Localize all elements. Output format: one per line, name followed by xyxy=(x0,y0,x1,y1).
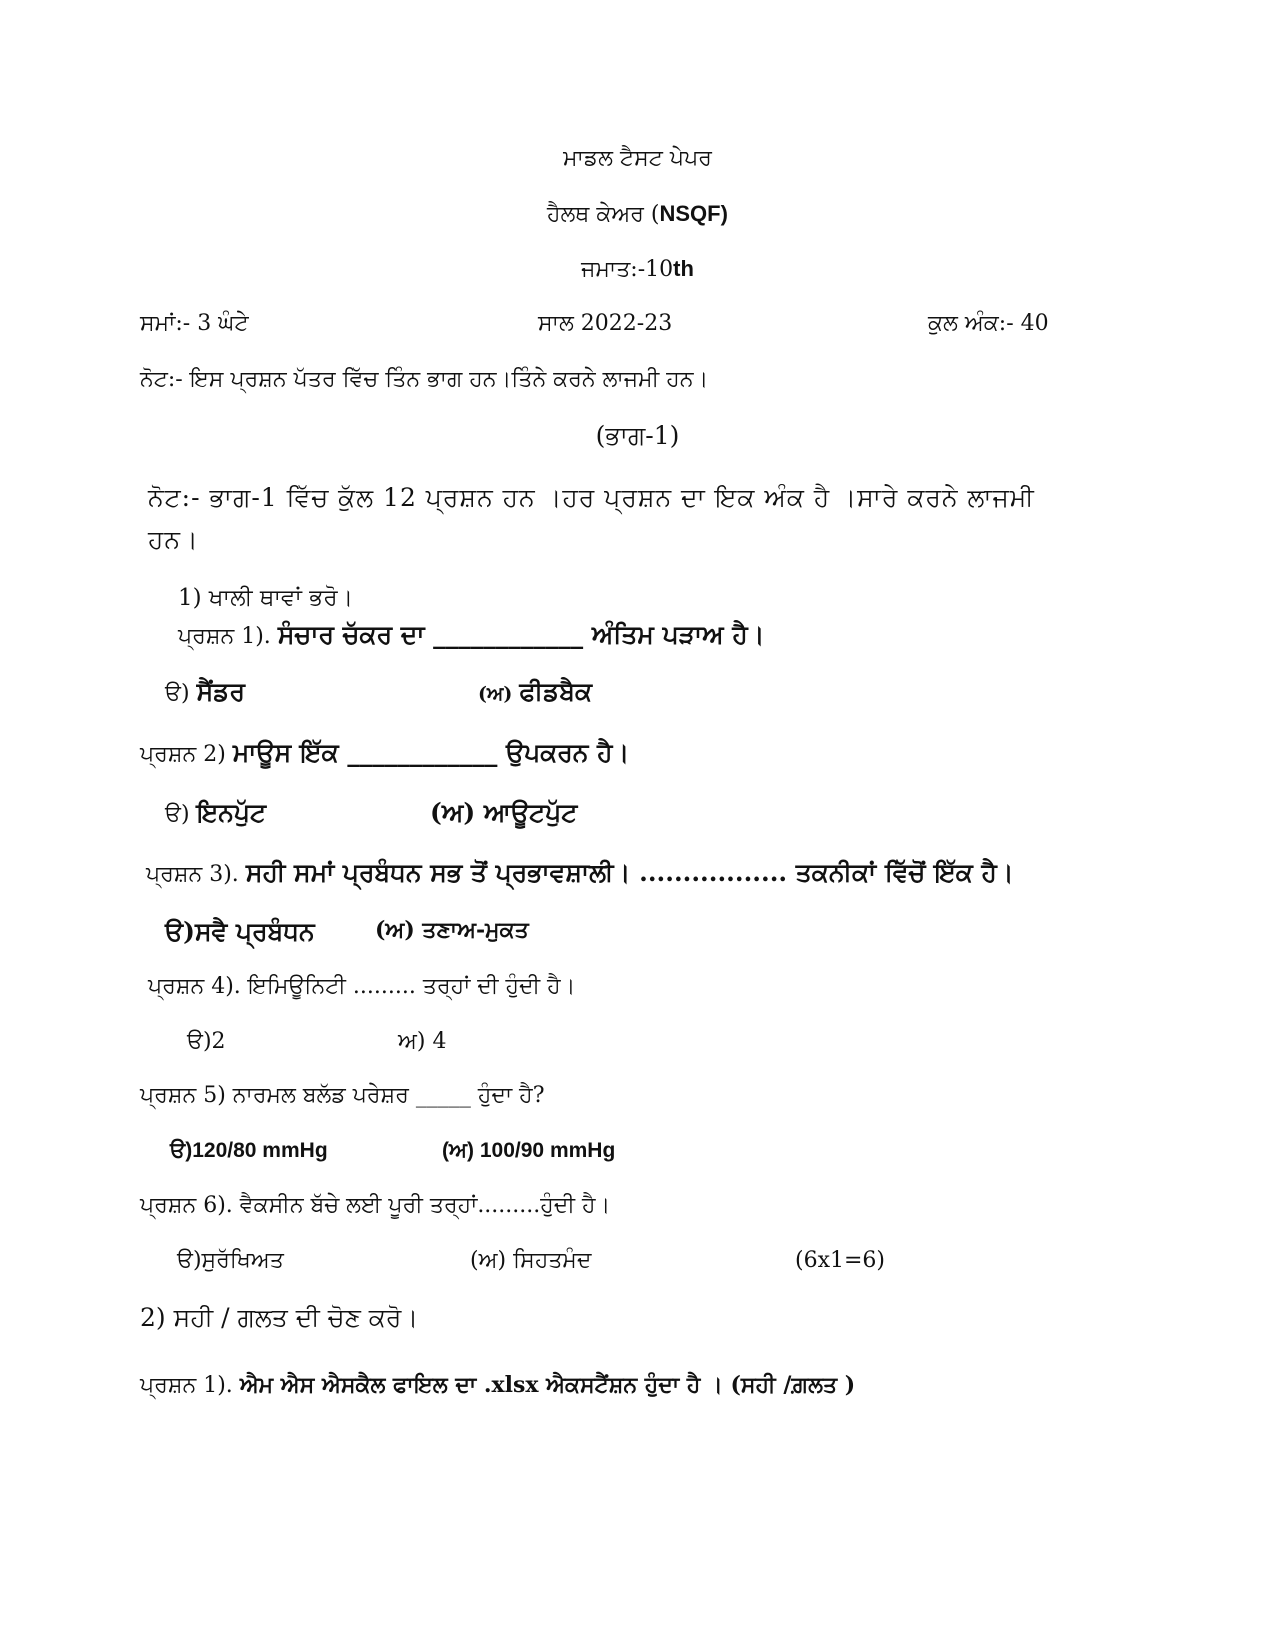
q2-option-b: (ਅ) ਆਊਟਪੁੱਟ xyxy=(430,798,578,827)
q2-option-a xyxy=(165,797,266,830)
time-label: ਸਮਾਂ:- 3 ਘੰਟੇ xyxy=(140,311,249,336)
q5-line: ਪ੍ਰਸ਼ਨ 5) ਨਾਰਮਲ ਬਲੱਡ ਪਰੇਸ਼ਰ _____ ਹੁੰਦਾ ਹੈ? xyxy=(140,1083,545,1108)
q2-text: ਮਾਊਸ ਇੱਕ ____________ ਉਪਕਰਨ ਹੈ। xyxy=(232,738,630,767)
q1-option-a xyxy=(165,676,245,709)
q2-option-a-text: ਇਨਪੁੱਟ xyxy=(196,798,267,827)
q5-option-b: (ਅ) 100/90 mmHg xyxy=(442,1139,616,1162)
q6-option-b: (ਅ) ਸਿਹਤਮੰਦ xyxy=(470,1248,592,1273)
q4-option-a: ੳ)2 xyxy=(187,1029,226,1054)
subject-code: NSQF) xyxy=(659,201,728,226)
q3-option-a: ੳ)ਸਵੈ ਪ੍ਰਬੰਧਨ xyxy=(165,917,315,946)
q1-prefix: ਪ੍ਰਸ਼ਨ 1). xyxy=(178,624,271,649)
q1-line xyxy=(178,619,765,652)
tf-q1-text: ਐਮ ਐਸ ਐਸਕੈਲ ਫਾਇਲ ਦਾ .xlsx ਐਕਸਟੈਂਸ਼ਨ ਹੁੰਦਾ ਹੈ । (ਸਹੀ /ਗ਼ਲਤ ) xyxy=(239,1372,856,1398)
tf-q1-line xyxy=(140,1371,855,1401)
q4-line: ਪ੍ਰਸ਼ਨ 4). ਇਮਿਊਨਿਟੀ ......... ਤਰ੍ਹਾਂ ਦੀ ਹੁੰਦੀ ਹੈ। xyxy=(148,974,576,999)
q1-option-b-marker: (ਅ) xyxy=(478,683,513,705)
paper-title: ਮਾਡਲ ਟੈਸਟ ਪੇਪਰ xyxy=(563,146,712,171)
general-note: ਨੋਟ:- ਇਸ ਪ੍ਰਸ਼ਨ ਪੱਤਰ ਵਿੱਚ ਤਿੰਨ ਭਾਗ ਹਨ।ਤਿੰਨੇ ਕਰਨੇ ਲਾਜਮੀ ਹਨ। xyxy=(140,367,709,392)
q6-marks: (6x1=6) xyxy=(795,1248,885,1273)
q3-option-b: (ਅ) ਤਣਾਅ-ਮੁਕਤ xyxy=(375,917,529,943)
subject-line xyxy=(0,200,1275,230)
q6-option-a: ੳ)ਸੁਰੱਖਿਅਤ xyxy=(177,1248,284,1273)
q3-line xyxy=(146,857,1014,890)
tf-q1-prefix: ਪ੍ਰਸ਼ਨ 1). xyxy=(140,1373,233,1398)
q2-prefix: ਪ੍ਰਸ਼ਨ 2) xyxy=(140,742,226,767)
q1-option-b xyxy=(478,676,592,709)
q2-line xyxy=(140,737,629,770)
q3-prefix: ਪ੍ਰਸ਼ਨ 3). xyxy=(146,862,239,887)
part1-note: ਨੋਟ:- ਭਾਗ-1 ਵਿੱਚ ਕੁੱਲ 12 ਪ੍ਰਸ਼ਨ ਹਨ ।ਹਰ ਪ੍ਰਸ਼ਨ ਦਾ ਇਕ ਅੰਕ ਹੈ ।ਸਾਰੇ ਕਰਨੇ ਲਾਜਮੀ ਹਨ। xyxy=(148,483,1035,554)
q6-line: ਪ੍ਰਸ਼ਨ 6). ਵੈਕਸੀਨ ਬੱਚੇ ਲਈ ਪੂਰੀ ਤਰ੍ਹਾਂ.........ਹੁੰਦੀ ਹੈ। xyxy=(140,1193,611,1218)
year-label: ਸਾਲ 2022-23 xyxy=(538,311,673,336)
q1-option-a-text: ਸੈਂਡਰ xyxy=(196,677,245,706)
q3-text: ਸਹੀ ਸਮਾਂ ਪ੍ਰਬੰਧਨ ਸਭ ਤੋਂ ਪ੍ਰਭਾਵਸ਼ਾਲੀ। ................. ਤਕਨੀਕਾਂ ਵਿੱਚੋਂ ਇੱਕ ਹੈ। xyxy=(245,858,1014,887)
q1-option-a-marker: ੳ) xyxy=(165,681,190,706)
class-suffix: th xyxy=(673,256,694,281)
q1-text: ਸੰਚਾਰ ਚੱਕਰ ਦਾ ____________ ਅੰਤਿਮ ਪੜਾਅ ਹੈ। xyxy=(277,620,765,649)
class-label: ਜਮਾਤ:-10 xyxy=(581,257,674,282)
q5-option-a: ੳ)120/80 mmHg xyxy=(170,1139,328,1162)
subject-name: ਹੈਲਥ ਕੇਅਰ ( xyxy=(547,202,660,227)
section1-title: 1) ਖਾਲੀ ਥਾਵਾਂ ਭਰੋ। xyxy=(178,585,354,611)
q4-option-b: ਅ) 4 xyxy=(398,1029,447,1054)
total-marks: ਕੁਲ ਅੰਕ:- 40 xyxy=(928,311,1049,336)
part1-heading: (ਭਾਗ-1) xyxy=(595,421,680,450)
q2-option-a-marker: ੳ) xyxy=(165,802,190,827)
q1-option-b-text: ਫੀਡਬੈਕ xyxy=(519,677,593,706)
section2-title: 2) ਸਹੀ / ਗਲਤ ਦੀ ਚੋਣ ਕਰੋ। xyxy=(140,1303,419,1332)
class-line xyxy=(0,255,1275,285)
